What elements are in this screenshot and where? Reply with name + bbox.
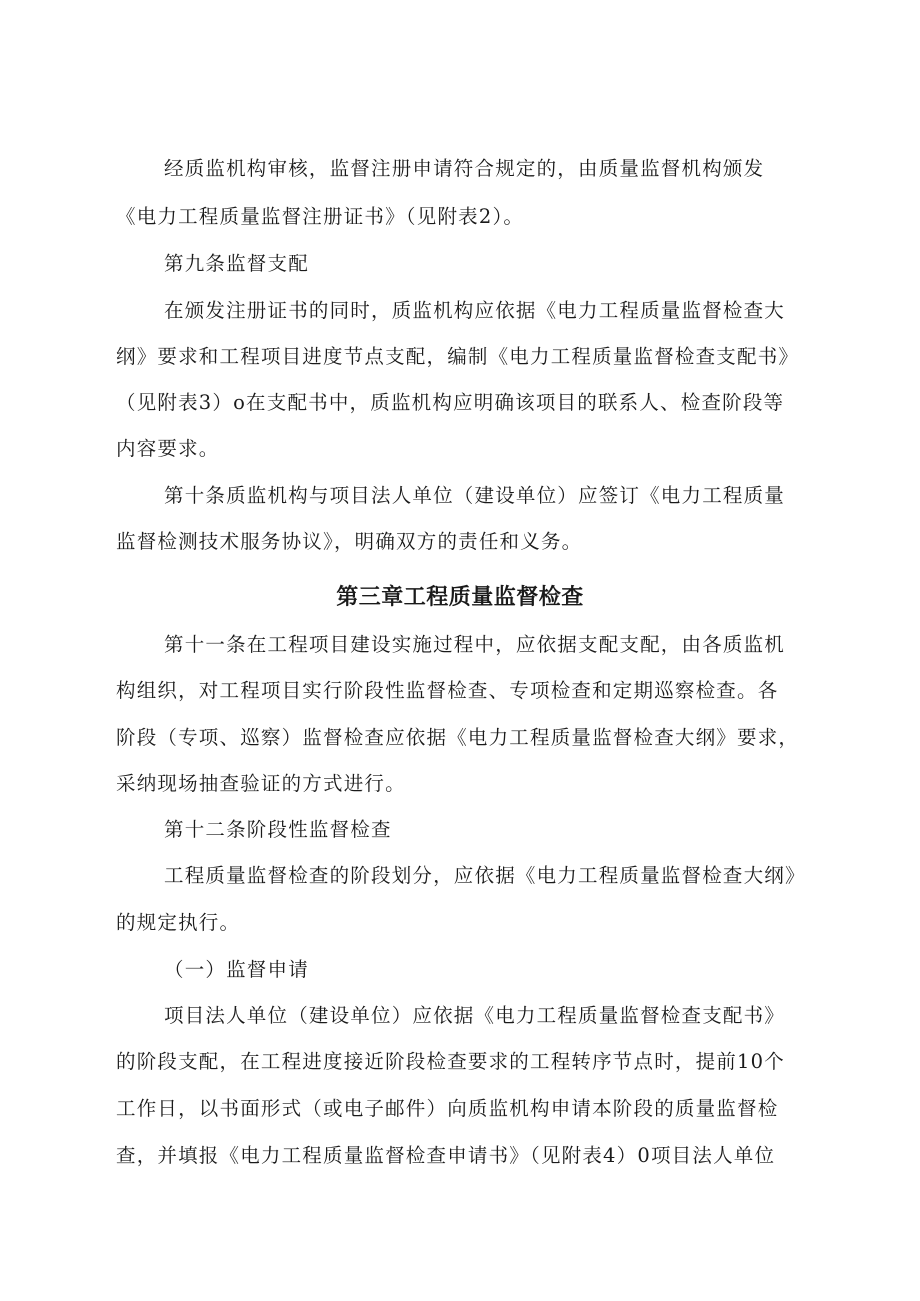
body-line: 经质监机构审核，监督注册申请符合规定的，由质量监督机构颁发 bbox=[164, 157, 765, 180]
body-line: 的规定执行。 bbox=[116, 911, 241, 934]
chapter-heading: 第三章工程质量监督检查 bbox=[336, 585, 584, 610]
section-title: （一）监督申请 bbox=[164, 958, 309, 981]
body-line: 第十条质监机构与项目法人单位（建设单位）应签订《电力工程质量 bbox=[164, 484, 786, 507]
body-line: 纲》要求和工程项目进度节点支配，编制《电力工程质量监督检查支配书》 bbox=[116, 345, 800, 368]
body-line: 内容要求。 bbox=[116, 437, 220, 460]
body-line: 工作日，以书面形式（或电子邮件）向质监机构申请本阶段的质量监督检 bbox=[116, 1097, 779, 1120]
body-line: 项目法人单位（建设单位）应依据《电力工程质量监督检查支配书》 bbox=[164, 1004, 786, 1027]
body-line: （见附表3）o在支配书中，质监机构应明确该项目的联系人、检查阶段等 bbox=[116, 391, 785, 414]
body-line: 构组织，对工程项目实行阶段性监督检查、专项检查和定期巡察检查。各 bbox=[116, 679, 779, 702]
body-line: 在颁发注册证书的同时，质监机构应依据《电力工程质量监督检查大 bbox=[164, 299, 786, 322]
article-title: 第十二条阶段性监督检查 bbox=[164, 818, 392, 841]
body-line: 第十一条在工程项目建设实施过程中，应依据支配支配，由各质监机 bbox=[164, 633, 786, 656]
body-line: 查，并填报《电力工程质量监督检查申请书》（见附表4）0项目法人单位 bbox=[116, 1144, 776, 1167]
body-line: 采纳现场抽查验证的方式进行。 bbox=[116, 772, 406, 795]
article-title: 第九条监督支配 bbox=[164, 252, 309, 275]
body-line: 监督检测技术服务协议》，明确双方的责任和义务。 bbox=[116, 530, 583, 553]
body-line: 阶段（专项、巡察）监督检查应依据《电力工程质量监督检查大纲》要求， bbox=[116, 726, 800, 749]
body-line: 《电力工程质量监督注册证书》（见附表2）。 bbox=[116, 205, 525, 228]
body-line: 的阶段支配，在工程进度接近阶段检查要求的工程转序节点时，提前10个 bbox=[116, 1050, 785, 1073]
body-line: 工程质量监督检查的阶段划分，应依据《电力工程质量监督检查大纲》 bbox=[164, 864, 806, 887]
